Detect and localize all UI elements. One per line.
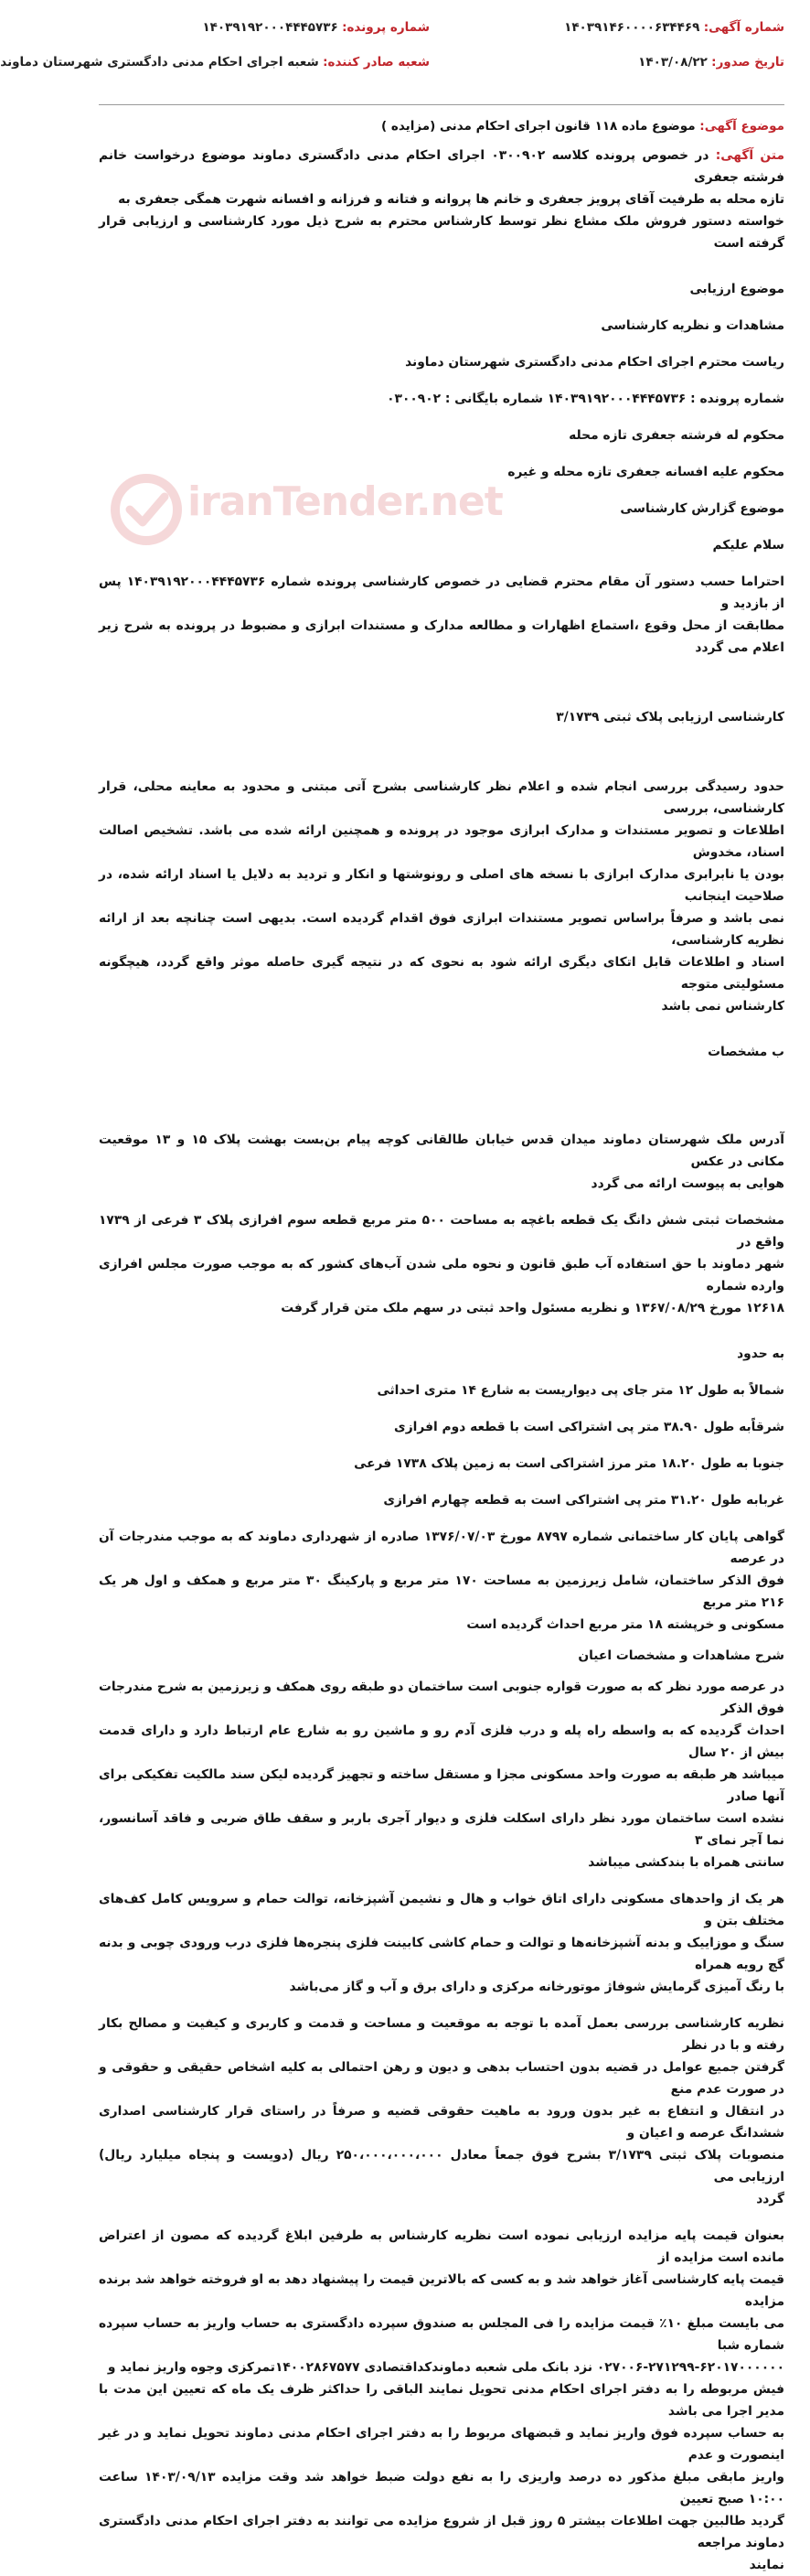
section-line: موضوع ارزیابی (689, 282, 784, 296)
plate-title: کارشناسی ارزیابی پلاک ثبتی ۳/۱۷۳۹ (556, 710, 784, 724)
expert-line: در انتقال و انتفاع به غیر بدون ورود به ماهیت حقوقی قضیه و صرفاً در راستای قرار کارشناسی اصداری ششدانگ عرصه و اعیان و (99, 2104, 784, 2141)
observations-line: میباشد هر طبقه به صورت واحد مسکونی مجزا و مستقل ساخته و تجهیز گردیده لیکن سند مالکیت تفکیکی برای آنها صادر (99, 1767, 784, 1804)
respect-line: احتراما حسب دستور آن مقام محترم قضایی در خصوص کارشناسی پرونده شماره ۱۴۰۳۹۱۹۲۰۰۰۴۴۴۵۷۳۶ پس از بازدید و (99, 574, 784, 611)
auction-line: فیش مربوطه را به دفتر اجرای احکام مدنی تحویل نمایند الباقی را حداکثر ظرف یک ماه که تعیین این مدت با مدیر اجرا می باشد (99, 2382, 784, 2419)
observations-title: شرح مشاهدات و مشخصات اعیان (578, 1648, 784, 1663)
boundary-line: شمالاً به طول ۱۲ متر جای پی دیواریست به شارع ۱۴ متری احداثی (377, 1383, 784, 1398)
registry-line: شهر دماوند با حق استفاده آب طبق قانون و نحوه ملی شدن آب‌های کشور که به موجب صورت مجلس افرازی وارده شماره (99, 1257, 784, 1293)
ad-number-value: ۱۴۰۳۹۱۴۶۰۰۰۰۶۳۴۴۶۹ (564, 20, 700, 35)
observations-line: سانتی همراه با بندکشی میباشد (588, 1855, 784, 1870)
notice-body-intro (99, 145, 784, 254)
specs-title: ب مشخصات (708, 1045, 784, 1059)
issuing-branch-label: شعبه صادر کننده: (323, 55, 430, 70)
ad-number (564, 20, 784, 35)
section-line: شماره پرونده : ۱۴۰۳۹۱۹۲۰۰۰۴۴۴۵۷۳۶ شماره بایگانی : ۰۳۰۰۹۰۲ (387, 392, 784, 406)
notice-subject (99, 119, 784, 134)
auction-line: بعنوان قیمت پایه مزایده ارزیابی نموده است نظریه کارشناس به طرفین ابلاغ گردیده که مصون از اعتراض مانده است مزایده از (99, 2228, 784, 2265)
units-line: هر یک از واحدهای مسکونی دارای اتاق خواب و هال و نشیمن آشپزخانه، توالت حمام و سرویس کامل کف‌های مختلف بتن و (99, 1892, 784, 1928)
units-line: سنگ و موزاییک و بدنه آشپزخانه‌ها و توالت و حمام کاشی کابینت فلزی پنجره‌ها فلزی درب ورودی چوبی و بدنه گچ رویه همراه (99, 1936, 784, 1972)
certificate-line: گواهی پایان کار ساختمانی شماره ۸۷۹۷ مورخ ۱۳۷۶/۰۷/۰۳ صادره از شهرداری دماوند که به موجب مندرجات آن در عرصه (99, 1530, 784, 1566)
issuing-branch-value: شعبه اجرای احکام مدنی دادگستری شهرستان دماوند (0, 55, 319, 70)
subject-label: موضوع آگهی: (699, 119, 784, 134)
body-line: خواسته دستور فروش ملک مشاع نظر توسط کارشناس محترم به شرح ذیل مورد کارشناسی و ارزیابی قرار گرفته است (99, 214, 784, 251)
header-divider (99, 104, 784, 105)
boundary-line: شرقاًبه طول ۳۸.۹۰ متر پی اشتراکی است با قطعه دوم افرازی (394, 1420, 784, 1434)
issue-date (638, 55, 784, 70)
expert-line: منصوبات پلاک ثبتی ۳/۱۷۳۹ بشرح فوق جمعاً معادل ۲۵۰،۰۰۰،۰۰۰،۰۰۰ ریال (دویست و پنجاه میلیارد ریال) ارزیابی می (99, 2148, 784, 2184)
section-line: محکوم علیه افسانه جعفری تازه محله و غیره (507, 465, 784, 479)
scope-line: اطلاعات و تصویر مستندات و مدارک ابرازی موجود در پرونده و همچنین ارائه شده می باشد. تشخیص اصالت اسناد، مخدوش (99, 823, 784, 860)
scope-line: کارشناس نمی باشد (661, 999, 784, 1014)
body-line: در خصوص پرونده کلاسه ۰۳۰۰۹۰۲ اجرای احکام مدنی دادگستری دماوند موضوع درخواست خانم فرشته جعفری (99, 148, 784, 185)
issue-date-label: تاریخ صدور: (711, 55, 784, 70)
certificate-line: مسکونی و خرپشته ۱۸ متر مربع احداث گردیده است (466, 1617, 784, 1632)
boundaries-title: به حدود (737, 1347, 784, 1361)
expert-line: نظریه کارشناسی بررسی بعمل آمده با توجه به موقعیت و مساحت و قدمت و کاربری و کیفیت و مصالح بکار رفته و با در نظر (99, 2016, 784, 2053)
address-line: هوایی به پیوست ارائه می گردد (591, 1176, 784, 1191)
boundary-line: جنوبا به طول ۱۸.۲۰ متر مرز اشتراکی است به زمین پلاک ۱۷۳۸ فرعی (354, 1456, 784, 1471)
units-line: با رنگ آمیزی گرمایش شوفاژ موتورخانه مرکزی و دارای برق و آب و گاز می‌باشد (289, 1980, 784, 1994)
scope-line: حدود رسیدگی بررسی انجام شده و اعلام نظر کارشناسی بشرح آتی مبتنی و محدود به معاینه محلی، قرار کارشناسی، بررسی (99, 779, 784, 816)
auction-line: ۰۲۷۰۰۶-۲۷۱۲۹۹-۶۲۰۱۷۰۰۰۰۰۰ نزد بانک ملی شعبه دماوندکداقتصادی ۱۴۰۰۲۸۶۷۵۷۷تمرکزی وجوه واریز نماید و (107, 2360, 784, 2375)
section-line: موضوع گزارش کارشناسی (620, 501, 784, 516)
body-label: متن آگهی: (715, 148, 785, 163)
issue-date-value: ۱۴۰۳/۰۸/۲۲ (638, 55, 708, 70)
section-line: مشاهدات و نظریه کارشناسی (601, 318, 784, 333)
auction-line: قیمت پایه کارشناسی آغاز خواهد شد و به کسی که بالاترین قیمت را پیشنهاد دهد به او فروخته خواهد شد برنده مزایده (99, 2272, 784, 2309)
subject-value: موضوع ماده ۱۱۸ قانون اجرای احکام مدنی (مزایده ) (381, 119, 696, 134)
registry-line: مشخصات ثبتی شش دانگ یک قطعه باغچه به مساحت ۵۰۰ متر مربع قطعه سوم افرازی پلاک ۳ فرعی از ۱۷۳۹ واقع در (99, 1213, 784, 1250)
auction-line: واریز مابقی مبلغ مذکور ده درصد واریزی را به نفع دولت ضبط خواهد شد وقت مزایده ۱۴۰۳/۰۹/۱۳ ساعت ۱۰:۰۰ صبح تعیین (99, 2470, 784, 2506)
registry-line: ۱۲۶۱۸ مورخ ۱۳۶۷/۰۸/۲۹ و نظریه مسئول واحد ثبتی در سهم ملک متن قرار گرفت (281, 1301, 784, 1315)
respect-line: مطابقت از محل وقوع ،استماع اظهارات و مطالعه مدارک و مستندات ابرازی و مضبوط در پرونده به شرح زیر اعلام می گردد (99, 618, 784, 655)
auction-line: گردید طالبین جهت اطلاعات بیشتر ۵ روز قبل از شروع مزایده می توانند به دفتر اجرای احکام مدنی دادگستری دماوند مراجعه (99, 2514, 784, 2550)
scope-line: بودن یا نابرابری مدارک ابرازی با نسخه های اصلی و رونوشتها و انکار و تردید به دلایل یا اسناد ارائه شده، در صلاحیت اینجانب (99, 867, 784, 904)
observations-line: احداث گردیده که به واسطه راه پله و درب فلزی آدم رو و ماشین رو به شارع عام ارتباط دارد و دارای قدمت بیش از ۲۰ سال (99, 1723, 784, 1760)
notice-header (0, 16, 784, 106)
auction-line: نمایند (749, 2558, 784, 2572)
observations-line: نشده است ساختمان مورد نظر دارای اسکلت فلزی و دیوار آجری باربر و سقف طاق ضربی و فاقد آسانسور، نما آجر نمای ۳ (99, 1811, 784, 1848)
section-line: سلام علیکم (712, 538, 784, 553)
auction-line: می بایست مبلغ ۱۰٪ قیمت مزایده را فی المجلس به صندوق سپرده دادگستری به حساب واریز به حساب سپرده شماره شبا (99, 2316, 784, 2353)
ad-number-label: شماره آگهی: (703, 20, 784, 35)
case-number (202, 20, 430, 35)
issuing-branch (0, 55, 430, 70)
expert-line: گردد (756, 2192, 784, 2206)
section-line: ریاست محترم اجرای احکام مدنی دادگستری شهرستان دماوند (405, 355, 784, 370)
observations-line: در عرصه مورد نظر که به صورت قواره جنوبی است ساختمان دو طبقه روی همکف و زیرزمین به شرح مندرجات فوق الذکر (99, 1680, 784, 1716)
address-line: آدرس ملک شهرستان دماوند میدان قدس خیابان طالقانی کوچه پیام بن‌بست بهشت پلاک ۱۵ و ۱۳ موقعیت مکانی در عکس (99, 1132, 784, 1169)
boundary-line: غربابه طول ۳۱.۲۰ متر پی اشتراکی است به قطعه چهارم افرازی (383, 1493, 784, 1508)
body-line: تازه محله به طرفیت آقای پرویز جعفری و خانم ها پروانه و فتانه و فرزانه و افسانه شهرت همگی جعفری به (118, 192, 784, 207)
case-number-label: شماره پرونده: (342, 20, 430, 35)
expert-line: گرفتن جمیع عوامل در قضیه بدون احتساب بدهی و دیون و رهن احتمالی به کلیه اشخاص حقیقی و حقوقی و در صورت عدم منع (99, 2060, 784, 2097)
watermark-text: iranTender.net (187, 478, 503, 525)
section-line: محکوم له فرشته جعفری تازه محله (569, 428, 784, 443)
scope-line: اسناد و اطلاعات قابل اتکای دیگری ارائه شود به نحوی که در نتیجه گیری حاصله موثر واقع گردد، هیچگونه مسئولیتی متوجه (99, 955, 784, 992)
certificate-line: فوق الذکر ساختمان، شامل زیرزمین به مساحت ۱۷۰ متر مربع و پارکینگ ۳۰ متر مربع و همکف و اول هر یک ۲۱۶ متر مربع (99, 1573, 784, 1610)
auction-line: به حساب سپرده فوق واریز نماید و قبضهای مربوط را به دفتر اجرای احکام مدنی دماوند تحویل نماید و در غیر اینصورت و عدم (99, 2426, 784, 2463)
case-number-value: ۱۴۰۳۹۱۹۲۰۰۰۴۴۴۵۷۳۶ (202, 20, 338, 35)
report-body (99, 269, 784, 2576)
scope-line: نمی باشد و صرفاً براساس تصویر مستندات ابرازی فوق اقدام گردیده است. بدیهی است چنانچه بعد از ارائه نظریه کارشناسی، (99, 911, 784, 948)
